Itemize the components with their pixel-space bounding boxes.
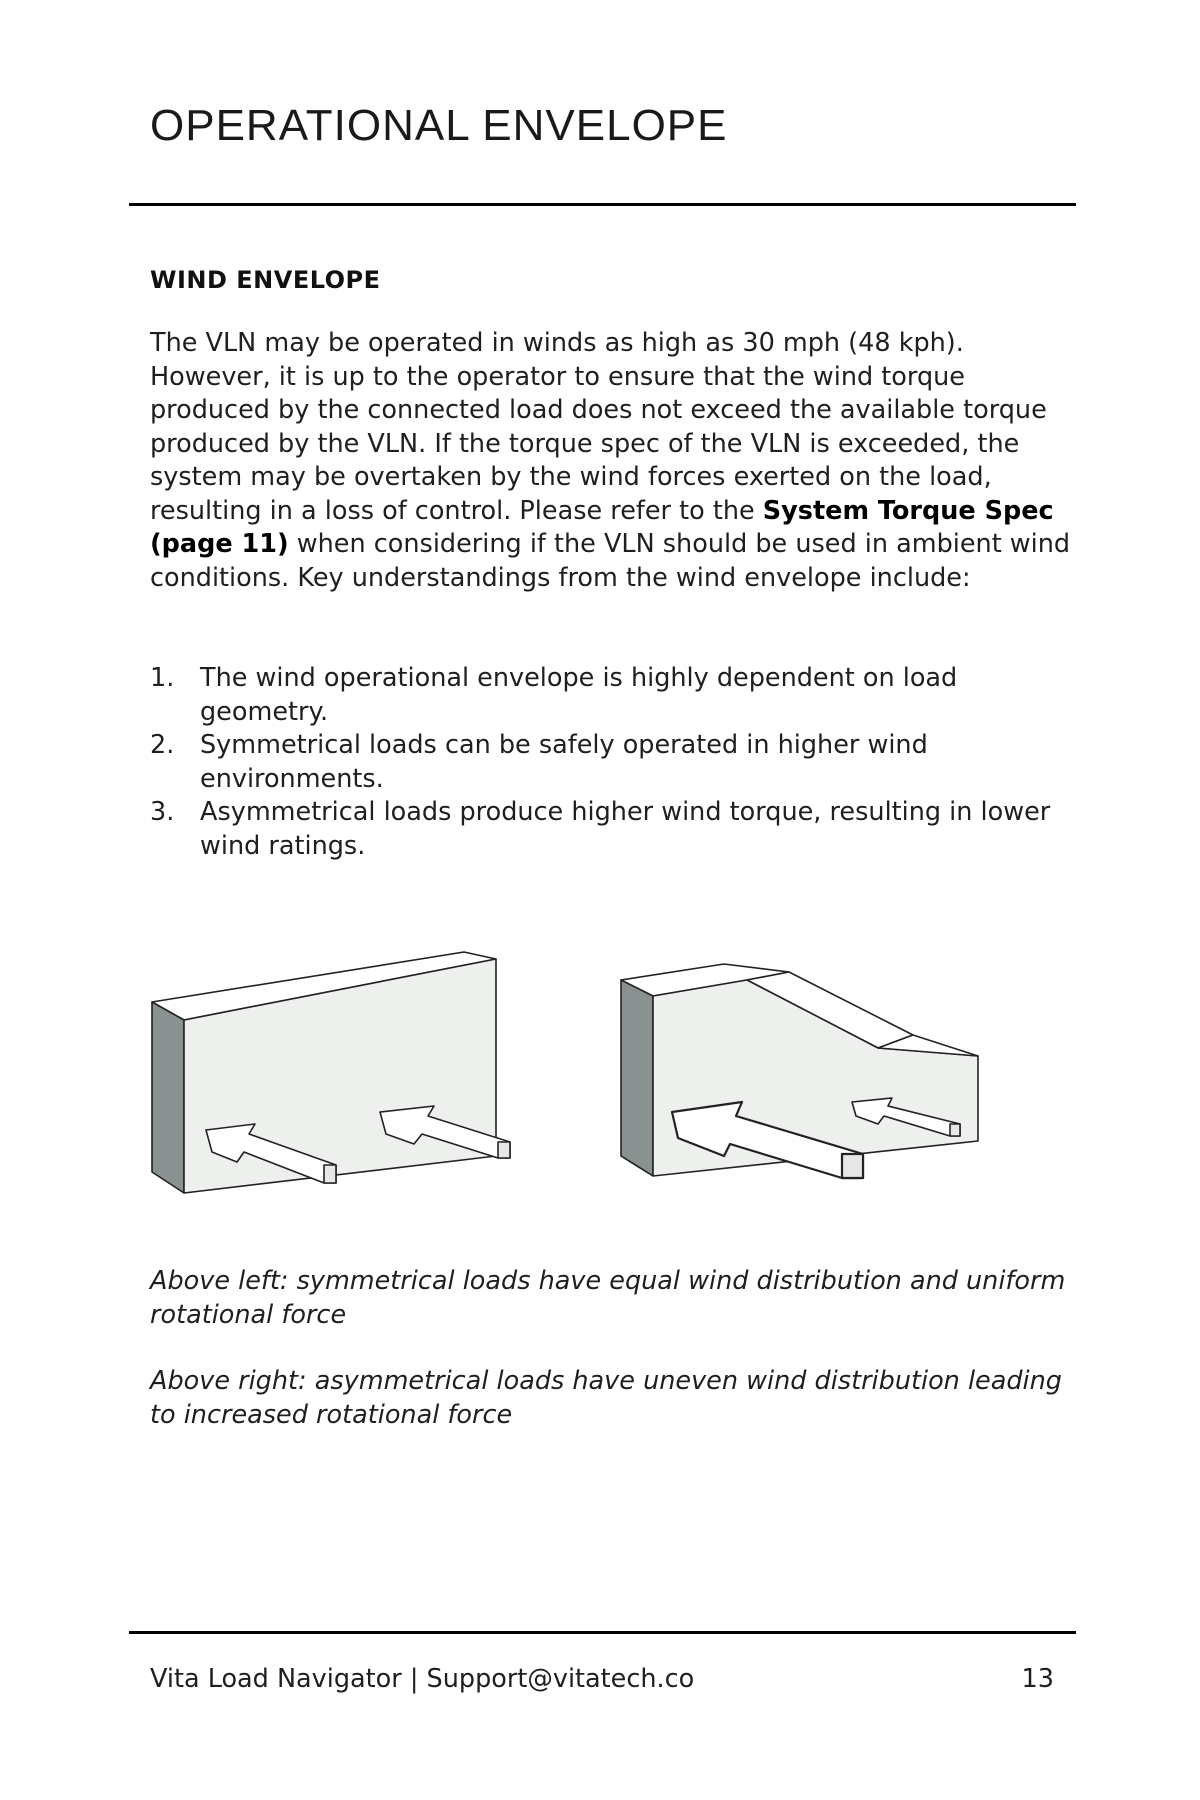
list-number: 2.	[150, 730, 175, 760]
list-text: Symmetrical loads can be safely operated in higher wind environments.	[200, 730, 928, 794]
list-text: Asymmetrical loads produce higher wind torque, resulting in lower wind ratings.	[200, 797, 1051, 861]
list-text: The wind operational envelope is highly dependent on load geometry.	[200, 663, 958, 727]
footer-product-support: Vita Load Navigator | Support@vitatech.co	[150, 1664, 695, 1694]
key-understandings-list	[150, 662, 1080, 863]
section-heading: WIND ENVELOPE	[150, 266, 381, 294]
page-title: OPERATIONAL ENVELOPE	[150, 101, 728, 150]
list-item	[150, 796, 1080, 863]
body-paragraph	[150, 327, 1080, 595]
list-number: 1.	[150, 663, 175, 693]
list-item	[150, 662, 1080, 729]
symmetrical-block-side	[152, 1002, 184, 1193]
paragraph-text-start: The VLN may be operated in winds as high as 30 mph (48 kph). However, it is up to the operator to ensure that the wind torque produced by the connected load does not exceed the available torque produced by the VLN. If the torque spec of the VLN is exceeded, the system may be overtaken by the wind forces exerted on the load, resulting in a loss of control. Please refer to the	[150, 328, 1047, 526]
header-divider	[129, 203, 1076, 206]
footer-divider	[129, 1631, 1076, 1634]
torque-spec-reference: System Torque Spec (page 11)	[150, 495, 1054, 559]
asymmetrical-block-side	[621, 980, 653, 1176]
symmetrical-load-block	[152, 952, 496, 1193]
paragraph-text-end: when considering if the VLN should be used in ambient wind conditions. Key understandings from the wind envelope include:	[150, 529, 1071, 593]
page-number: 13	[1021, 1664, 1054, 1694]
load-geometry-illustration	[140, 940, 1000, 1200]
caption-asymmetrical: Above right: asymmetrical loads have uneven wind distribution leading to increased rotational force	[150, 1366, 1062, 1430]
list-item	[150, 729, 1080, 796]
list-number: 3.	[150, 797, 175, 827]
caption-symmetrical: Above left: symmetrical loads have equal wind distribution and uniform rotational force	[150, 1266, 1066, 1330]
